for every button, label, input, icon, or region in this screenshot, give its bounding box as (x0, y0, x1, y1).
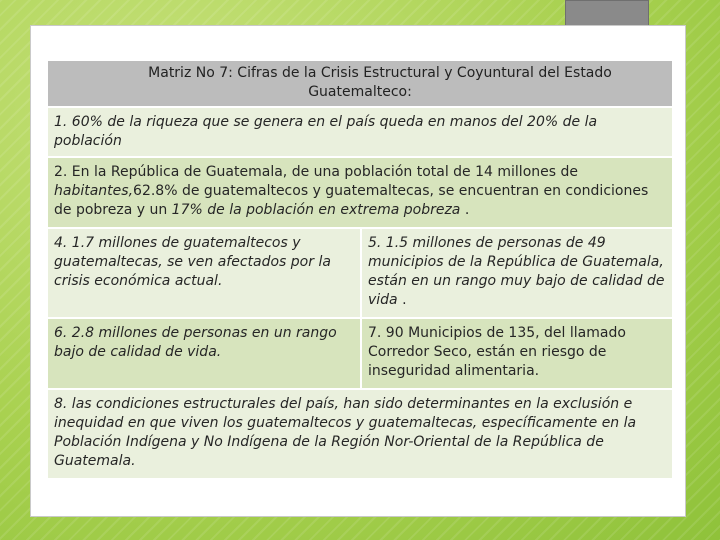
row-2-part2: habitantes, (54, 183, 134, 199)
row-2-part3: 62.8% de guatemaltecos y guatemaltecas, se encuentran en condiciones de pobreza y un (54, 183, 649, 218)
table-row-2 (48, 157, 672, 228)
table-row-4 (48, 318, 672, 389)
table-title-line2: Guatemalteco: (308, 84, 412, 100)
row-3-right (361, 228, 672, 318)
table-row-3 (48, 228, 672, 318)
row-3-left: 4. 1.7 millones de guatemaltecos y guatemaltecas, se ven afectados por la crisis económica actual. (48, 228, 361, 318)
table-title-line1: Matriz No 7: Cifras de la Crisis Estructural y Coyuntural del Estado (148, 65, 612, 81)
row-2-part1: 2. En la República de Guatemala, de una población total de 14 millones de (54, 164, 578, 180)
row-3-right-text: 5. 1.5 millones de personas de 49 municipios de la República de Guatemala, están en un rango muy bajo de calidad de vida (368, 235, 665, 308)
row-4-left: 6. 2.8 millones de personas en un rango bajo de calidad de vida. (48, 318, 361, 389)
row-4-right: 7. 90 Municipios de 135, del llamado Corredor Seco, están en riesgo de inseguridad alimentaria. (361, 318, 672, 389)
row-2-part4: 17% de la población en extrema pobreza (171, 202, 461, 218)
row-1-text: 1. 60% de la riqueza que se genera en el país queda en manos del 20% de la población (48, 107, 672, 157)
table-row-1 (48, 107, 672, 157)
crisis-matrix-table (48, 61, 672, 480)
row-2-cell (48, 157, 672, 228)
row-2-part5: . (460, 202, 470, 218)
table-row-5 (48, 389, 672, 479)
row-3-right-end: . (397, 292, 407, 308)
table-header-row (48, 61, 672, 107)
table-title (48, 61, 672, 107)
row-5-text: 8. las condiciones estructurales del país, han sido determinantes en la exclusión e inequidad en que viven los guatemaltecos y guatemaltecas, específicamente en la Población Indígena y No Indígena de la Región Nor-Oriental de la República de Guatemala. (48, 389, 672, 479)
